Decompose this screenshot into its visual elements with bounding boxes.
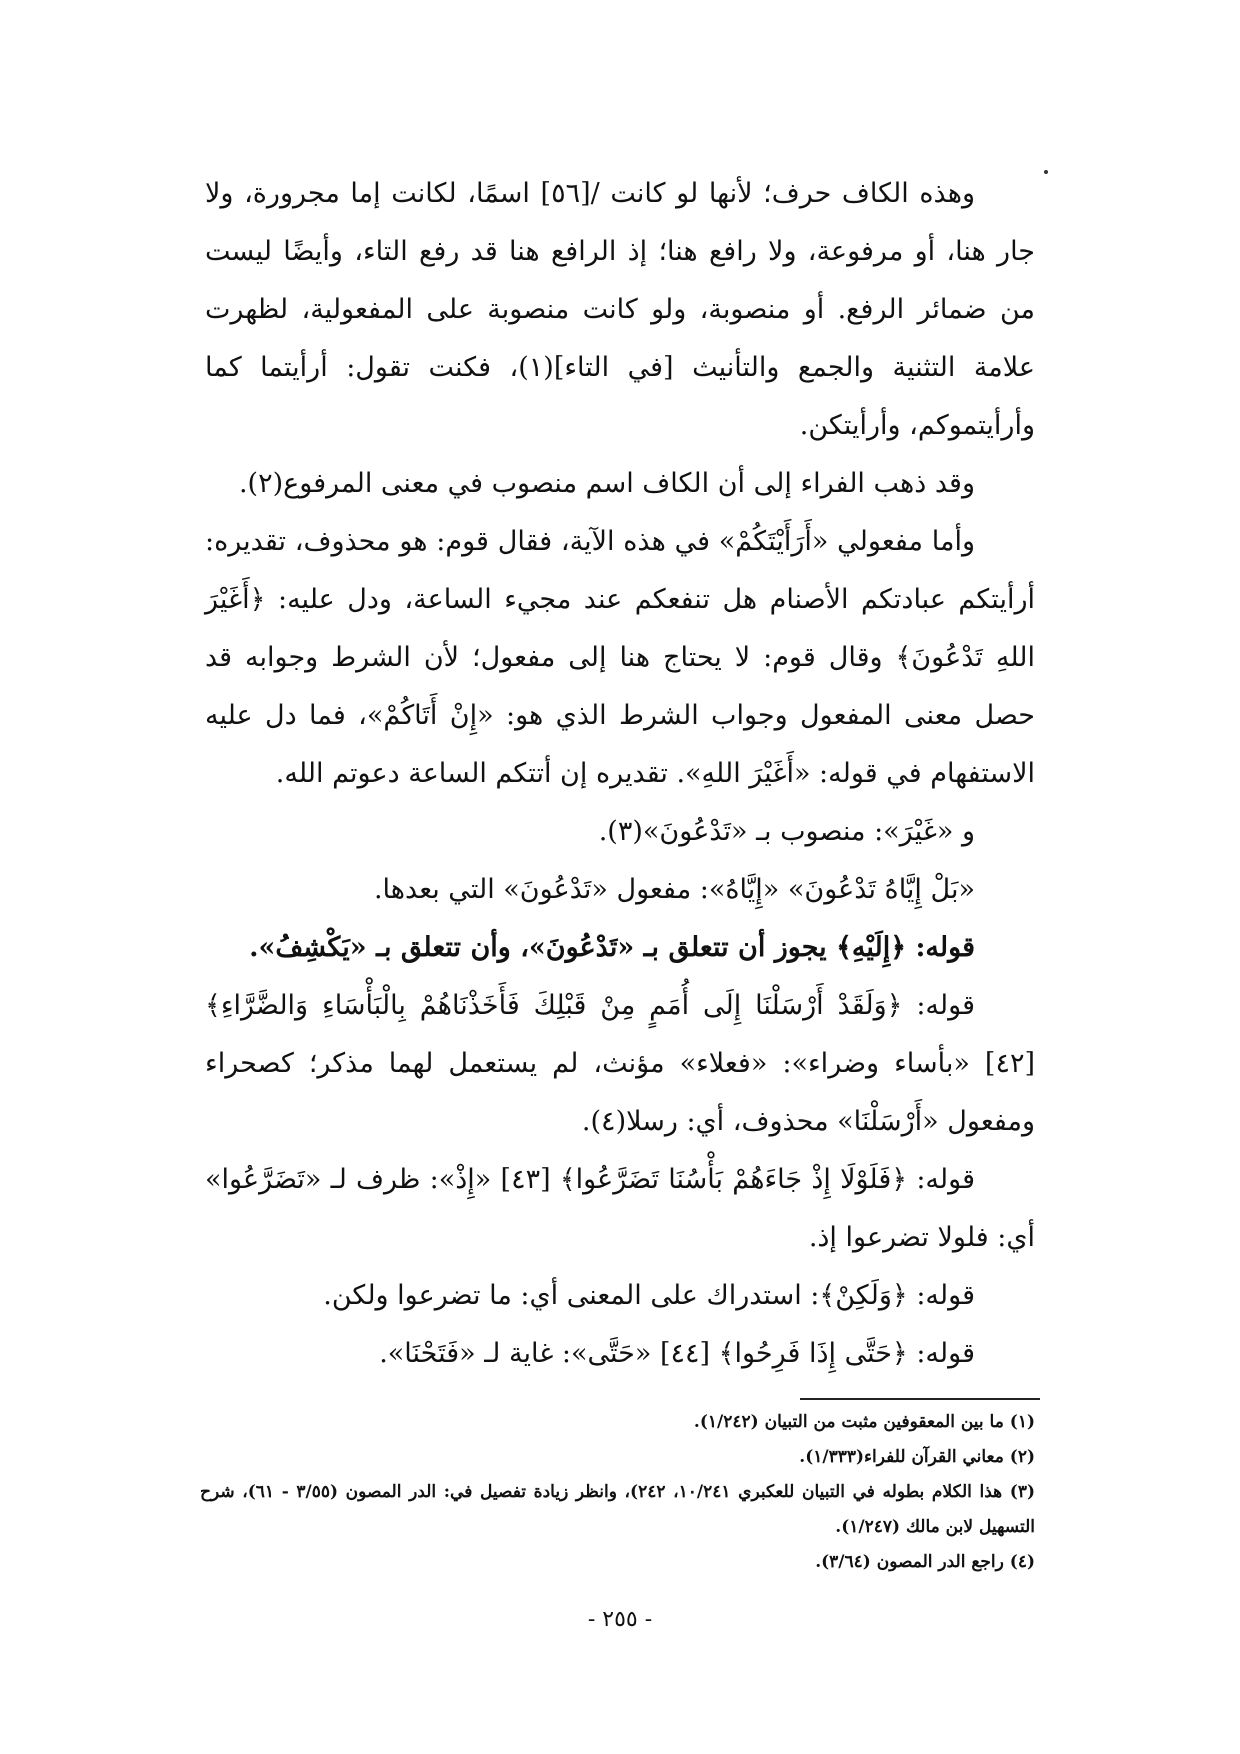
paragraph-kaf-harf: وهذه الكاف حرف؛ لأنها لو كانت /[٥٦] اسمًا، لكانت إما مجرورة، ولا جار هنا، أو مرفوعة، ولا رافع هنا؛ إذ الرافع هنا قد رفع التاء، وأيضًا ليست من ضمائر الرفع. أو منصوبة، ولو كانت منصوبة على المفعولية، لظهرت علامة التثنية والجمع والتأنيث [في التاء](١)، فكنت تقول: أرأيتما كما وأرأيتموكم، وأرأيتكن. [205,178,1035,441]
paragraph-hatta: قوله: ﴿حَتَّى إِذَا فَرِحُوا﴾ [٤٤] «حَتَّى»: غاية لـ «فَتَحْنَا». [379,1338,975,1369]
main-text [205,165,1035,1383]
paragraph-fa-lawla: قوله: ﴿فَلَوْلَا إِذْ جَاءَهُمْ بَأْسُنَا تَضَرَّعُوا﴾ [٤٣] «إِذْ»: ظرف لـ «تَضَرَّعُوا» أي: فلولا تضرعوا إذ. [205,1164,1035,1253]
paragraph-maf-uli-araaytakum: وأما مفعولي «أَرَأَيْتَكُمْ» في هذه الآية، فقال قوم: هو محذوف، تقديره: أرأيتكم عبادتكم الأصنام هل تنفعكم عند مجيء الساعة، ودل عليه: ﴿أَغَيْرَ اللهِ تَدْعُونَ﴾ وقال قوم: لا يحتاج هنا إلى مفعول؛ لأن الشرط وجوابه قد حصل معنى المفعول وجواب الشرط الذي هو: «إِنْ أَتَاكُمْ»، فما دل عليه الاستفهام في قوله: «أَغَيْرَ اللهِ». تقديره إن أتتكم الساعة دعوتم الله. [205,526,1036,789]
page-number: - ٢٥٥ - [587,1607,653,1632]
footnote-3: (٣) هذا الكلام بطوله في التبيان للعكبري ١٠/٢٤١، ٢٤٢)، وانظر زيادة تفصيل في: الدر المصون (٣/٥٥ - ٦١)، شرح التسهيل لابن مالك (١/٢٤٧). [200,1482,1036,1537]
footnote-4: (٤) راجع الدر المصون (٣/٦٤). [815,1552,1035,1572]
footnote-2: (٢) معاني القرآن للفراء(١/٣٣٣). [799,1447,1035,1467]
paragraph-wa-lakin: قوله: ﴿وَلَكِنْ﴾: استدراك على المعنى أي: ما تضرعوا ولكن. [323,1280,975,1311]
paragraph-ghayr: و «غَيْرَ»: منصوب بـ «تَدْعُونَ»(٣). [598,816,975,847]
footnotes [200,1405,1035,1580]
footnote-1: (١) ما بين المعقوفين مثبت من التبيان (١/٢٤٢). [693,1412,1035,1432]
paragraph-ilayhi: قوله: ﴿إِلَيْهِ﴾ يجوز أن تتعلق بـ «تَدْعُونَ»، وأن تتعلق بـ «يَكْشِفُ». [249,932,975,963]
paragraph-bal-iyyahu: «بَلْ إِيَّاهُ تَدْعُونَ» «إِيَّاهُ»: مفعول «تَدْعُونَ» التي بعدها. [373,874,975,905]
scan-speck [1044,170,1048,174]
paragraph-farra: وقد ذهب الفراء إلى أن الكاف اسم منصوب في معنى المرفوع(٢). [238,468,975,499]
footnote-divider [800,1398,1040,1400]
paragraph-wa-laqad-arsalna: قوله: ﴿وَلَقَدْ أَرْسَلْنَا إِلَى أُمَمٍ مِنْ قَبْلِكَ فَأَخَذْنَاهُمْ بِالْبَأْسَاءِ وَالضَّرَّاءِ﴾ [٤٢] «بأساء وضراء»: «فعلاء» مؤنث، لم يستعمل لهما مذكر؛ كصحراء ومفعول «أَرْسَلْنَا» محذوف، أي: رسلا(٤). [205,990,1035,1137]
